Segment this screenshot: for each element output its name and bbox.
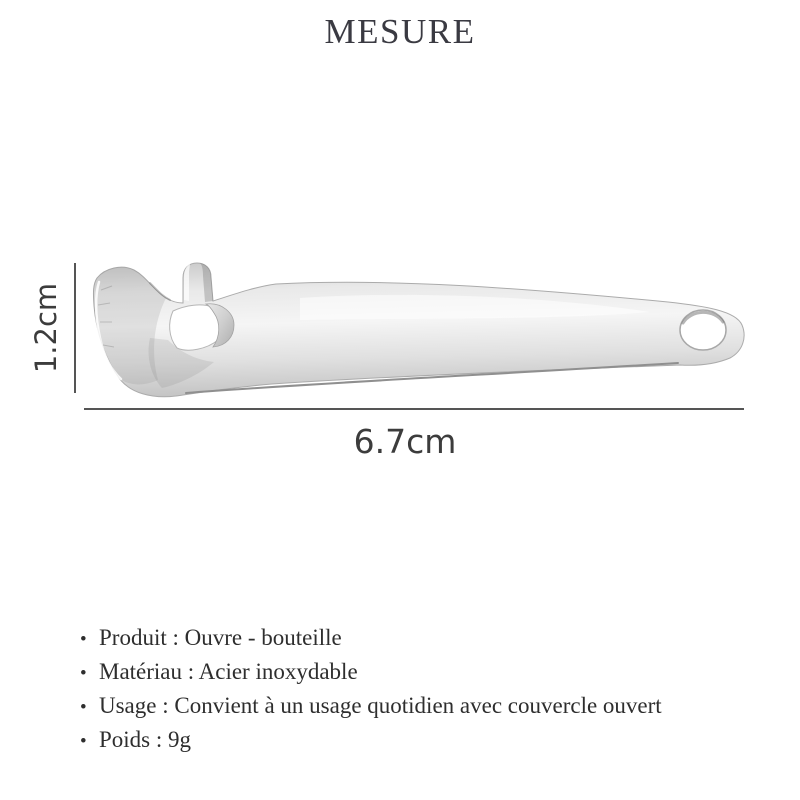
height-dimension-label: 1.2cm	[29, 282, 63, 374]
spec-item-product	[80, 625, 760, 659]
height-dimension-line	[74, 263, 76, 393]
length-dimension-label: 6.7cm	[353, 422, 457, 461]
spec-item-text: Usage : Convient à un usage quotidien avec couvercle ouvert	[99, 693, 662, 718]
page-title: MESURE	[324, 12, 476, 51]
bottle-opener-photo	[80, 248, 760, 410]
spec-item-text: Poids : 9g	[99, 727, 192, 752]
spec-item-text: Matériau : Acier inoxydable	[99, 659, 358, 684]
bullet-icon: •	[80, 731, 87, 752]
spec-item-usage	[80, 693, 760, 727]
spec-item-material	[80, 659, 760, 693]
spec-item-weight	[80, 727, 760, 761]
length-dimension-line	[84, 408, 744, 410]
bullet-icon: •	[80, 697, 87, 718]
bullet-icon: •	[80, 629, 87, 650]
spec-list	[80, 625, 760, 761]
spec-item-text: Produit : Ouvre - bouteille	[99, 625, 342, 650]
bullet-icon: •	[80, 663, 87, 684]
